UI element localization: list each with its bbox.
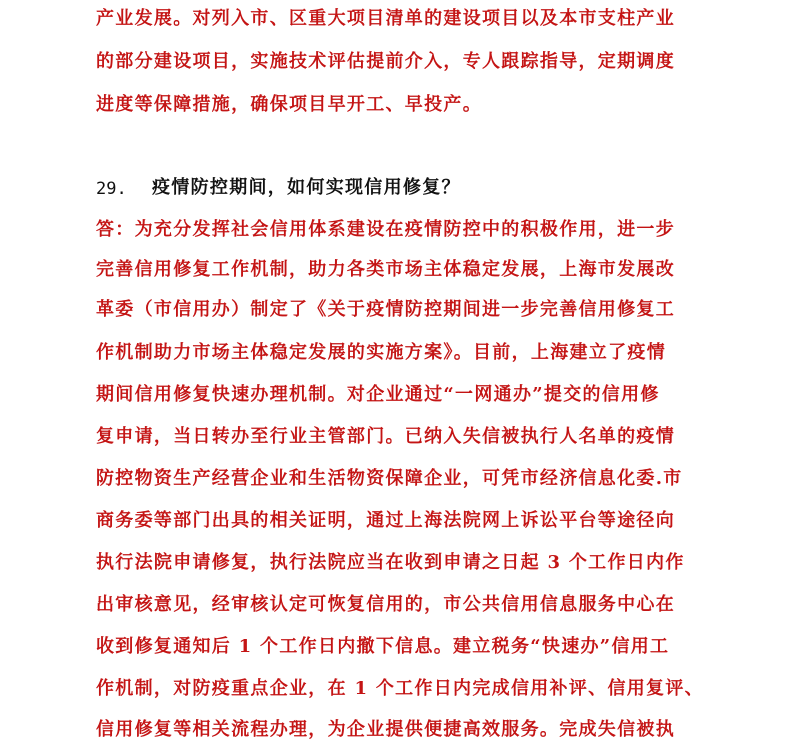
answer-line-11: 收到修复通知后 1 个工作日内撤下信息。建立税务“快速办”信用工 <box>96 636 670 657</box>
answer-line-6: 复申请，当日转办至行业主管部门。已纳入失信被执行人名单的疫情 <box>96 426 675 447</box>
question-number: 29. <box>96 179 127 199</box>
intro-line-3: 进度等保障措施，确保项目早开工、早投产。 <box>96 94 482 115</box>
question-title: 疫情防控期间，如何实现信用修复？ <box>152 177 461 198</box>
answer-line-1: 答：为充分发挥社会信用体系建设在疫情防控中的积极作用，进一步 <box>96 219 675 240</box>
intro-line-1: 产业发展。对列入市、区重大项目清单的建设项目以及本市支柱产业 <box>96 8 675 29</box>
intro-line-2: 的部分建设项目，实施技术评估提前介入，专人跟踪指导，定期调度 <box>96 51 675 72</box>
answer-line-3: 革委（市信用办）制定了《关于疫情防控期间进一步完善信用修复工 <box>96 299 675 320</box>
answer-line-7: 防控物资生产经营企业和生活物资保障企业，可凭市经济信息化委.市 <box>96 468 683 489</box>
answer-line-9: 执行法院申请修复，执行法院应当在收到申请之日起 3 个工作日内作 <box>96 552 685 573</box>
answer-line-13: 信用修复等相关流程办理，为企业提供便捷高效服务。完成失信被执 <box>96 719 675 740</box>
answer-line-2: 完善信用修复工作机制，助力各类市场主体稳定发展，上海市发展改 <box>96 259 675 280</box>
answer-line-4: 作机制助力市场主体稳定发展的实施方案》。目前，上海建立了疫情 <box>96 342 666 363</box>
answer-line-8: 商务委等部门出具的相关证明，通过上海法院网上诉讼平台等途径向 <box>96 510 675 531</box>
answer-line-12: 作机制，对防疫重点企业，在 1 个工作日内完成信用补评、信用复评、 <box>96 678 704 699</box>
answer-line-5: 期间信用修复快速办理机制。对企业通过“一网通办”提交的信用修 <box>96 384 660 405</box>
answer-line-10: 出审核意见，经审核认定可恢复信用的，市公共信用信息服务中心在 <box>96 594 675 615</box>
